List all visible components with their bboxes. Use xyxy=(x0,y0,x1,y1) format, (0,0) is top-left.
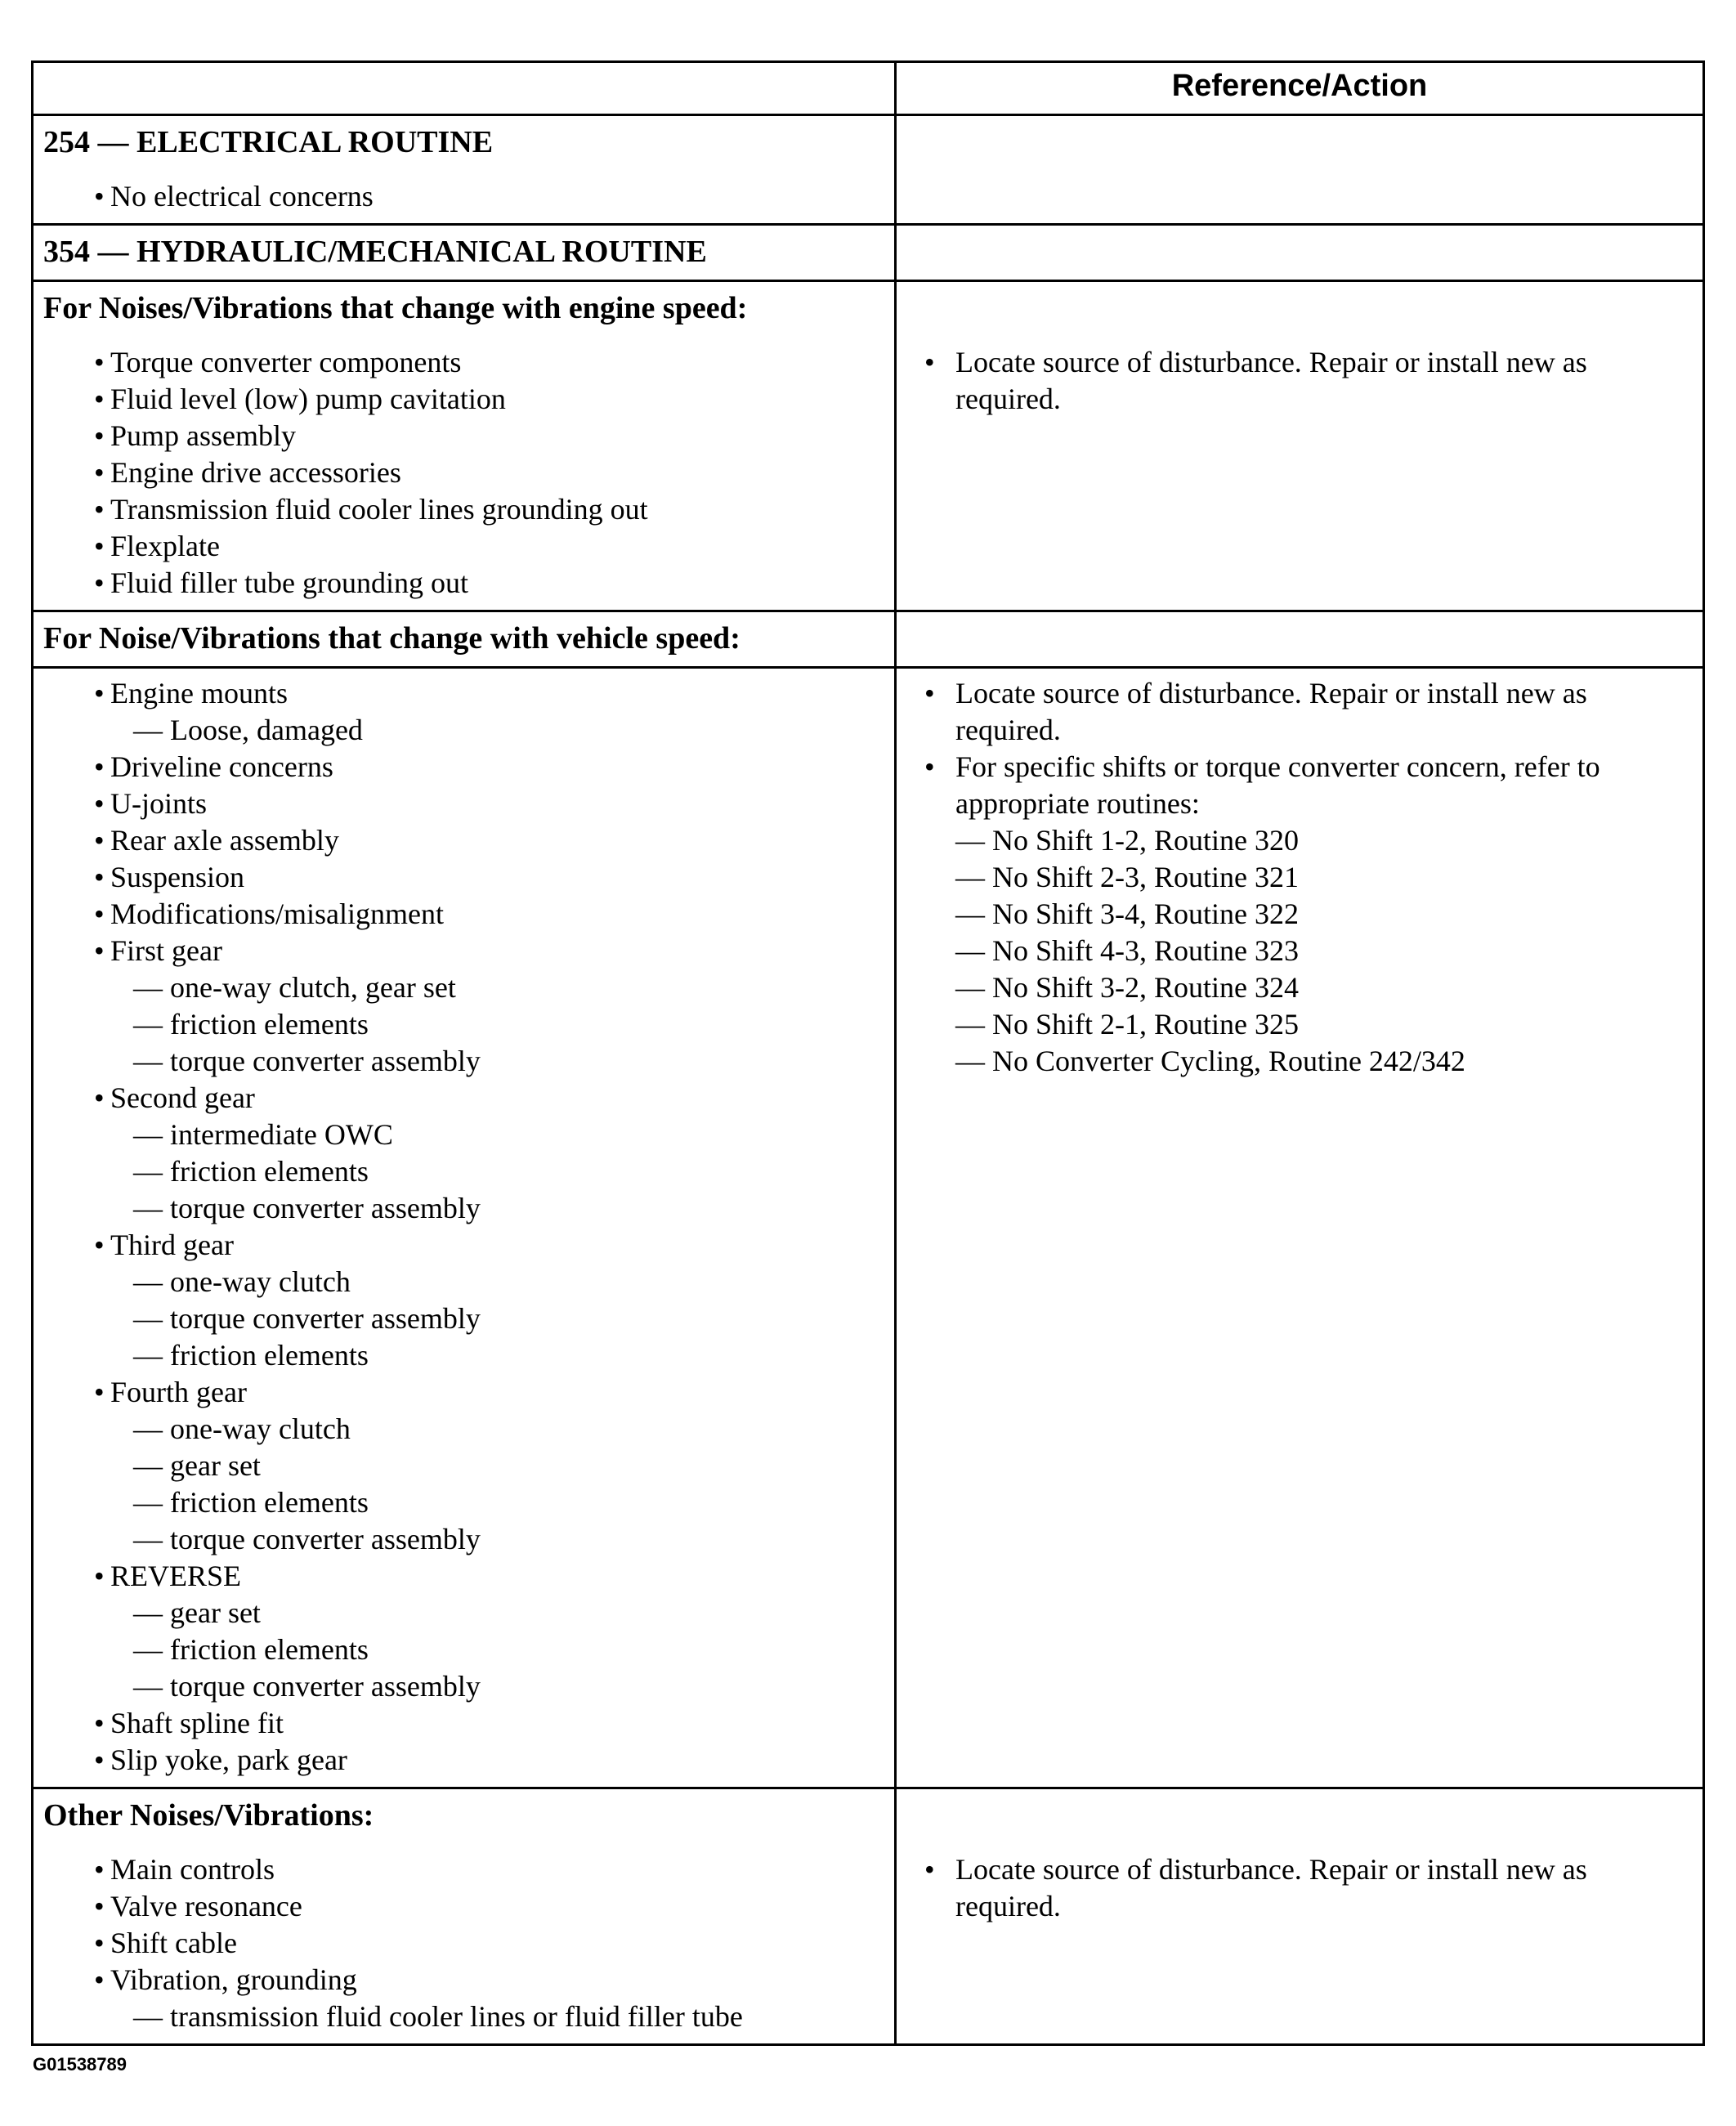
sub-list-item: — No Shift 3-4, Routine 322 xyxy=(955,897,1299,930)
sub-list-item: — torque converter assembly xyxy=(133,1302,481,1335)
sub-list-item: — one-way clutch, gear set xyxy=(133,971,456,1004)
list-item: • Fluid filler tube grounding out xyxy=(43,565,884,602)
sub-list-item: — friction elements xyxy=(133,1339,369,1372)
section-354-row xyxy=(34,223,1702,280)
vehicle-speed-title-cell xyxy=(34,612,897,666)
list-item: • Pump assembly xyxy=(43,418,884,454)
action-item: • Locate source of disturbance. Repair or install new as required. xyxy=(906,344,1693,418)
list-item: • Fourth gear xyxy=(43,1374,884,1411)
section-354-cell xyxy=(34,226,897,280)
sub-list-item: — No Shift 2-3, Routine 321 xyxy=(955,861,1299,893)
list-item: • Main controls xyxy=(43,1851,884,1888)
vehicle-speed-title: For Noise/Vibrations that change with vehicle speed: xyxy=(43,621,740,656)
sub-list-item: — friction elements xyxy=(133,1008,369,1041)
sub-list-item: — transmission fluid cooler lines or fluid filler tube xyxy=(133,2000,743,2033)
list-item: • Rear axle assembly xyxy=(43,822,884,859)
figure-code: G01538789 xyxy=(33,2054,127,2075)
list-item: • Valve resonance xyxy=(43,1888,884,1925)
header-left-cell xyxy=(34,63,897,114)
list-item: • Modifications/misalignment xyxy=(43,896,884,933)
other-noises-row xyxy=(34,1787,1702,2043)
section-254-list xyxy=(43,178,884,215)
list-item: • Engine mounts xyxy=(43,675,884,712)
section-254-title: 254 — ELECTRICAL ROUTINE xyxy=(43,125,494,159)
sub-list-item: — No Converter Cycling, Routine 242/342 xyxy=(955,1045,1465,1077)
other-noises-title: Other Noises/Vibrations: xyxy=(43,1798,374,1833)
vehicle-speed-cell xyxy=(34,669,897,1787)
list-item: • Fluid level (low) pump cavitation xyxy=(43,381,884,418)
vehicle-speed-action-list xyxy=(906,675,1693,1080)
other-noises-cell xyxy=(34,1789,897,2043)
list-item: • Locate source of disturbance. Repair or install new as required. xyxy=(906,675,1693,749)
list-item: • Torque converter components xyxy=(43,344,884,381)
vehicle-speed-list xyxy=(43,675,884,1779)
engine-speed-action-cell xyxy=(897,282,1702,610)
section-254-row xyxy=(34,114,1702,223)
vehicle-speed-title-row xyxy=(34,610,1702,666)
action-item: • Locate source of disturbance. Repair or install new as required. xyxy=(906,1851,1693,1925)
list-item: • Shift cable xyxy=(43,1925,884,1962)
list-item: • Flexplate xyxy=(43,528,884,565)
section-354-title: 354 — HYDRAULIC/MECHANICAL ROUTINE xyxy=(43,235,707,269)
engine-speed-list xyxy=(43,344,884,602)
sub-list-item: — friction elements xyxy=(133,1486,369,1519)
sub-list-item: — Loose, damaged xyxy=(133,714,363,746)
section-254-cell xyxy=(34,116,897,223)
sub-list-item: — friction elements xyxy=(133,1155,369,1188)
engine-speed-row xyxy=(34,280,1702,610)
list-item: • Suspension xyxy=(43,859,884,896)
vehicle-speed-title-action-cell xyxy=(897,612,1702,666)
sub-list-item: — torque converter assembly xyxy=(133,1670,481,1703)
header-reference-action: Reference/Action xyxy=(1171,69,1428,103)
vehicle-speed-action-cell xyxy=(897,669,1702,1787)
sub-list-item: — friction elements xyxy=(133,1633,369,1666)
section-254-action-cell xyxy=(897,116,1702,223)
section-354-action-cell xyxy=(897,226,1702,280)
engine-speed-cell xyxy=(34,282,897,610)
list-item: • Third gear xyxy=(43,1227,884,1264)
table-header-row xyxy=(34,63,1702,114)
engine-speed-title: For Noises/Vibrations that change with engine speed: xyxy=(43,291,748,325)
list-item: • Transmission fluid cooler lines grounding out xyxy=(43,491,884,528)
list-item: • REVERSE xyxy=(43,1558,884,1595)
engine-speed-action-list xyxy=(906,344,1693,418)
other-noises-list xyxy=(43,1851,884,2035)
list-item: • Shaft spline fit xyxy=(43,1705,884,1742)
sub-list-item: — torque converter assembly xyxy=(133,1523,481,1555)
list-item: • Engine drive accessories xyxy=(43,454,884,491)
sub-list-item: — torque converter assembly xyxy=(133,1192,481,1224)
list-item: • Vibration, grounding xyxy=(43,1962,884,1998)
list-item: • Second gear xyxy=(43,1080,884,1117)
vehicle-speed-row xyxy=(34,666,1702,1787)
other-noises-action-cell xyxy=(897,1789,1702,2043)
sub-list-item: — intermediate OWC xyxy=(133,1118,393,1151)
sub-list-item: — torque converter assembly xyxy=(133,1045,481,1077)
list-item: • For specific shifts or torque converter concern, refer to appropriate routines: xyxy=(906,749,1693,822)
list-item: • U-joints xyxy=(43,786,884,822)
sub-list-item: — gear set xyxy=(133,1449,261,1482)
sub-list-item: — No Shift 2-1, Routine 325 xyxy=(955,1008,1299,1041)
list-item: • Slip yoke, park gear xyxy=(43,1742,884,1779)
sub-list-item: — one-way clutch xyxy=(133,1412,351,1445)
sub-list-item: — No Shift 4-3, Routine 323 xyxy=(955,934,1299,967)
sub-list-item: — No Shift 1-2, Routine 320 xyxy=(955,824,1299,857)
list-item: • Driveline concerns xyxy=(43,749,884,786)
sub-list-item: — one-way clutch xyxy=(133,1265,351,1298)
list-item: • First gear xyxy=(43,933,884,969)
other-noises-action-list xyxy=(906,1851,1693,1925)
sub-list-item: — gear set xyxy=(133,1596,261,1629)
diagnostic-table xyxy=(31,60,1705,2046)
list-item: • No electrical concerns xyxy=(43,178,884,215)
sub-list-item: — No Shift 3-2, Routine 324 xyxy=(955,971,1299,1004)
